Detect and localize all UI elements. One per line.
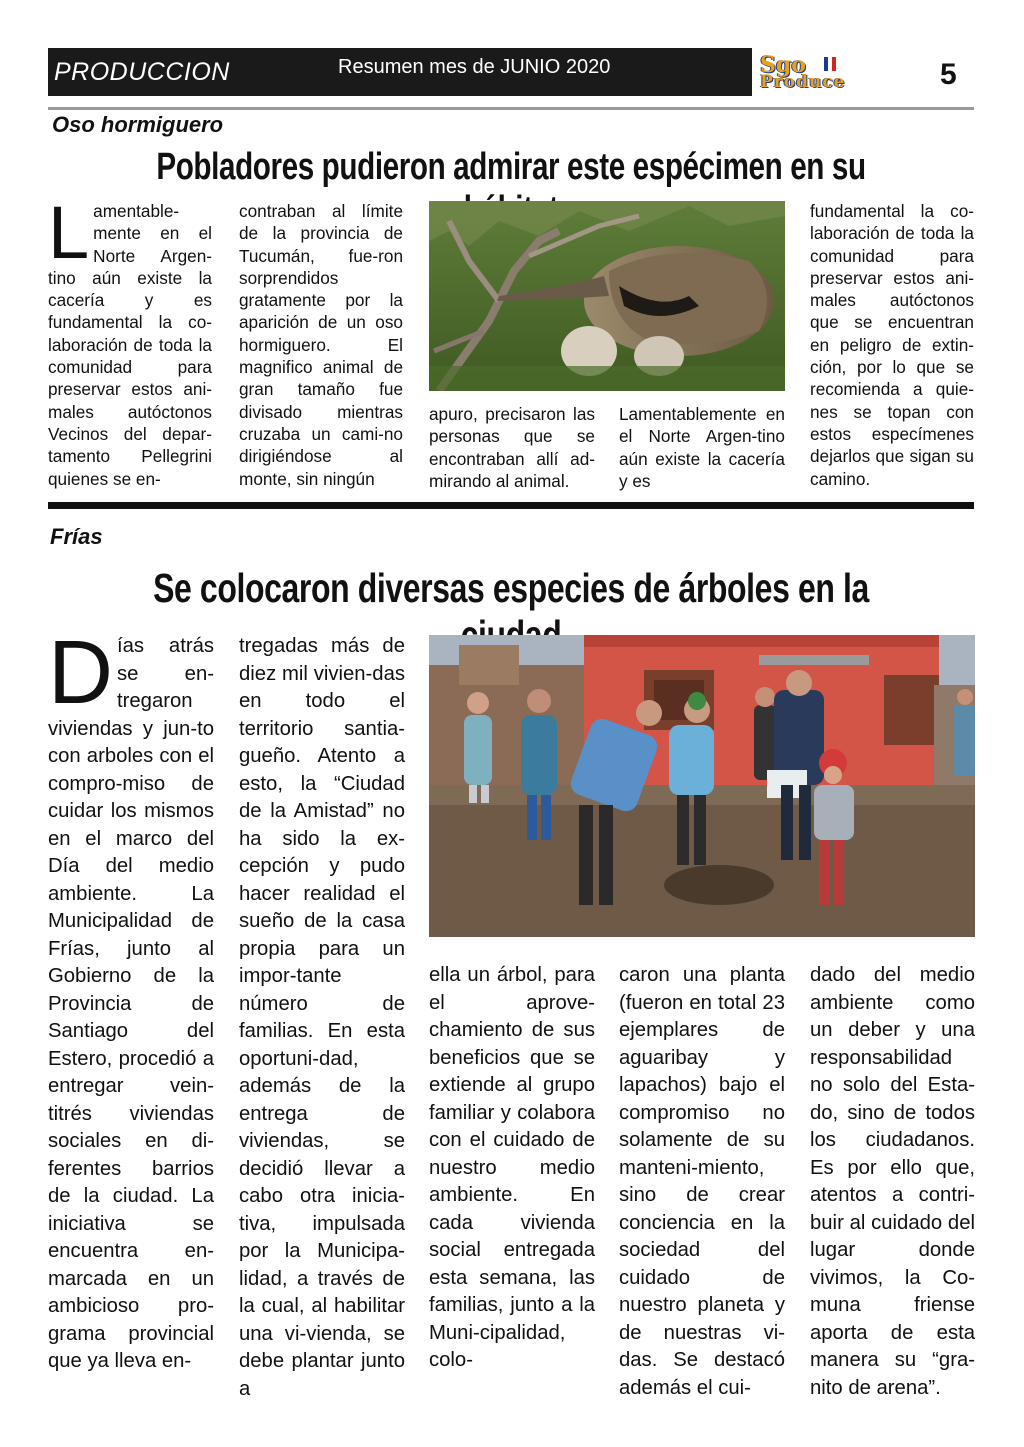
issue-label: Resumen mes de JUNIO 2020	[338, 56, 611, 78]
page-number: 5	[940, 58, 957, 91]
article2-column-5: dado del medio ambiente como un deber y una responsabilidad no solo del Esta-do, sino de todos los ciudadanos. Es por ello que, atentos a contri-buir al cuidado del lugar donde vivimos, la Co-muna friense aporta de esta manera su “gra-nito de arena”.	[810, 964, 975, 1399]
article2-column-4: caron una planta (fueron en total 23 ejemplares de aguaribay y lapachos) bajo el compromiso no solamente de su manteni-miento, sino de crear conciencia en la sociedad del cuidado de nuestro planeta y de nuestras vi-das. Se destacó además el cui-	[619, 964, 785, 1399]
article2-dropcap: D	[48, 623, 113, 723]
article2-headline: Se colocaron diversas especies de árboles en la	[153, 565, 869, 611]
article-divider	[48, 502, 974, 509]
article1-headline: Pobladores pudieron admirar este espécimen en su	[156, 146, 866, 188]
logo-line2: Produce	[760, 72, 846, 92]
publication-logo	[758, 52, 900, 94]
article2-column-1-text: ías atrás se en-tregaron viviendas y jun-to con arboles con el compro-miso de cuidar los mismos en el marco del Día del medio ambiente. La Municipalidad de Frías, junto al Gobierno de la Provincia de Santiago del Estero, procedió a entregar vein-titrés viviendas sociales en di-ferentes barrios de la ciudad. La iniciativa se encuentra en-marcada en un ambicioso pro-grama provincial que ya lleva en-	[48, 635, 214, 1372]
section-header-bar	[48, 48, 752, 96]
logo-line1: Sgo	[760, 52, 806, 78]
flag-icon	[824, 57, 836, 71]
article2-column-3: ella un árbol, para el aprove-chamiento de sus beneficios que se extiende al grupo familiar y colabora con el cuidado de nuestro medio ambiente. En cada vivienda social entregada esta semana, las familias, junto a la Muni-cipalidad, colo-	[429, 964, 595, 1371]
article2-column-1	[48, 623, 214, 1376]
anteater-photo	[429, 201, 785, 391]
article2-column-2: tregadas más de diez mil vivien-das en todo el territorio santia-gueño. Atento a esto, la “Ciudad de la Amistad” no ha sido la ex-cepción y pudo hacer realidad el sueño de la casa propia para un impor-tante número de familias. En esta oportuni-dad, además de la entrega de viviendas, se decidió llevar a cabo otra inicia-tiva, impulsada por la Municipa-lidad, a través de la cual, al habilitar una vi-vienda, se debe plantar junto a	[239, 635, 405, 1400]
section-label: PRODUCCION	[54, 58, 230, 86]
article1-column-5: fundamental la co-laboración de toda la comunidad para preservar estos ani-males autóctonos que se encuentran en peligro de extin-ción, por lo que se recomienda a quie-nes se topan con estos especímenes dejarlos que sigan su camino.	[810, 201, 974, 489]
article1-dropcap: L	[48, 191, 90, 274]
article2-kicker: Frías	[50, 524, 103, 549]
header-rule	[48, 107, 974, 110]
tree-planting-photo-image	[429, 635, 975, 937]
anteater-photo-image	[429, 201, 785, 391]
tree-planting-photo	[429, 635, 975, 937]
article1-column-1	[48, 191, 212, 490]
article1-kicker: Oso hormiguero	[52, 112, 224, 137]
article1-column-4: Lamentablemente en el Norte Argen-tino aún existe la cacería y es	[619, 404, 785, 491]
article1-column-2: contraban al límite de la provincia de Tucumán, fue-ron sorprendidos gratamente por la aparición de un oso hormiguero. El magnifico animal de gran tamaño fue divisado mientras cruzaba un cami-no dirigiéndose al monte, sin ningún	[239, 201, 403, 489]
article1-column-3: apuro, precisaron las personas que se encontraban allí ad-mirando al animal.	[429, 404, 595, 491]
article1-column-1-text: amentable-mente en el Norte Argen-tino aún existe la cacería y es fundamental la co-laboración de toda la comunidad para preservar estos ani-males autóctonos Vecinos del depar-tamento Pellegrini quienes se en-	[48, 201, 212, 489]
